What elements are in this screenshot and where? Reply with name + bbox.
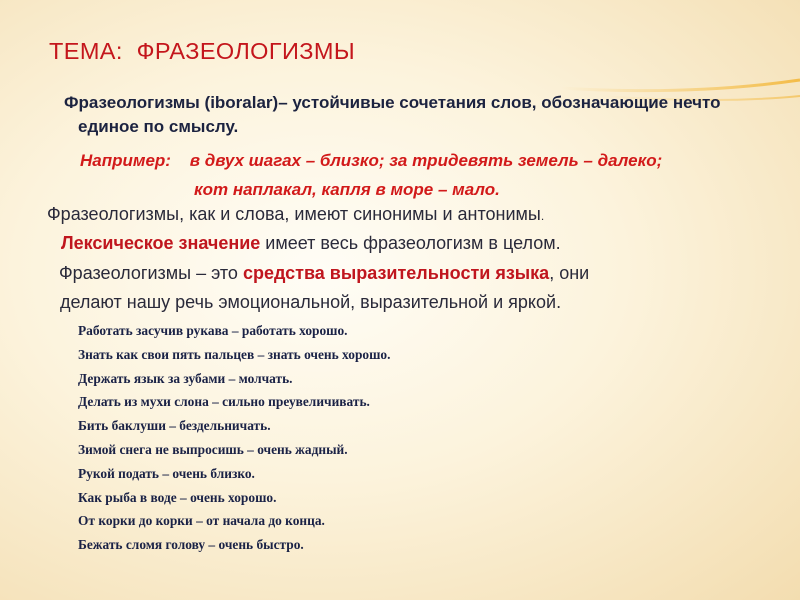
list-item: Бить баклуши – бездельничать. <box>78 418 271 434</box>
synonyms-text: Фразеологизмы, как и слова, имеют синонимы и антонимы <box>47 204 541 224</box>
expressive-start: Фразеологизмы – это <box>59 263 243 283</box>
example-line-2: кот наплакал, капля в море – мало. <box>194 180 500 199</box>
synonyms-end: . <box>540 209 545 223</box>
slide-title: ТЕМА: ФРАЗЕОЛОГИЗМЫ <box>49 38 356 64</box>
expressive-line <box>59 263 589 284</box>
example-lead: Например: <box>80 151 171 170</box>
example-block <box>80 146 760 204</box>
expressive-end: , они <box>549 263 590 283</box>
lexical-meaning-line <box>61 233 561 254</box>
list-item: Делать из мухи слона – сильно преувеличивать. <box>78 394 370 410</box>
definition-text: Фразеологизмы (iboralar)– устойчивые сочетания слов, обозначающие нечто единое по смыслу. <box>64 93 721 136</box>
list-item: Бежать сломя голову – очень быстро. <box>78 537 304 553</box>
list-item: Рукой подать – очень близко. <box>78 465 255 481</box>
list-item: Знать как свои пять пальцев – знать очень хорошо. <box>78 346 391 362</box>
list-item: Как рыба в воде – очень хорошо. <box>78 489 277 505</box>
list-item: Зимой снега не выпросишь – очень жадный. <box>78 441 348 457</box>
list-item: От корки до корки – от начала до конца. <box>78 513 325 529</box>
expressive-line-2: делают нашу речь эмоциональной, выразительной и яркой. <box>60 292 562 312</box>
example-line-1: в двух шагах – близко; за тридевять земель – далеко; <box>189 151 663 170</box>
synonyms-line <box>47 204 544 225</box>
list-item: Работать засучив рукава – работать хорошо. <box>78 323 348 338</box>
gold-line-1 <box>560 80 800 91</box>
phraseology-list <box>78 319 390 557</box>
lexical-meaning-highlight: Лексическое значение <box>61 233 261 253</box>
list-item: Держать язык за зубами – молчать. <box>78 370 293 386</box>
expressive-highlight: средства выразительности языка <box>242 263 550 283</box>
lexical-meaning-rest: имеет весь фразеологизм в целом. <box>260 233 561 253</box>
